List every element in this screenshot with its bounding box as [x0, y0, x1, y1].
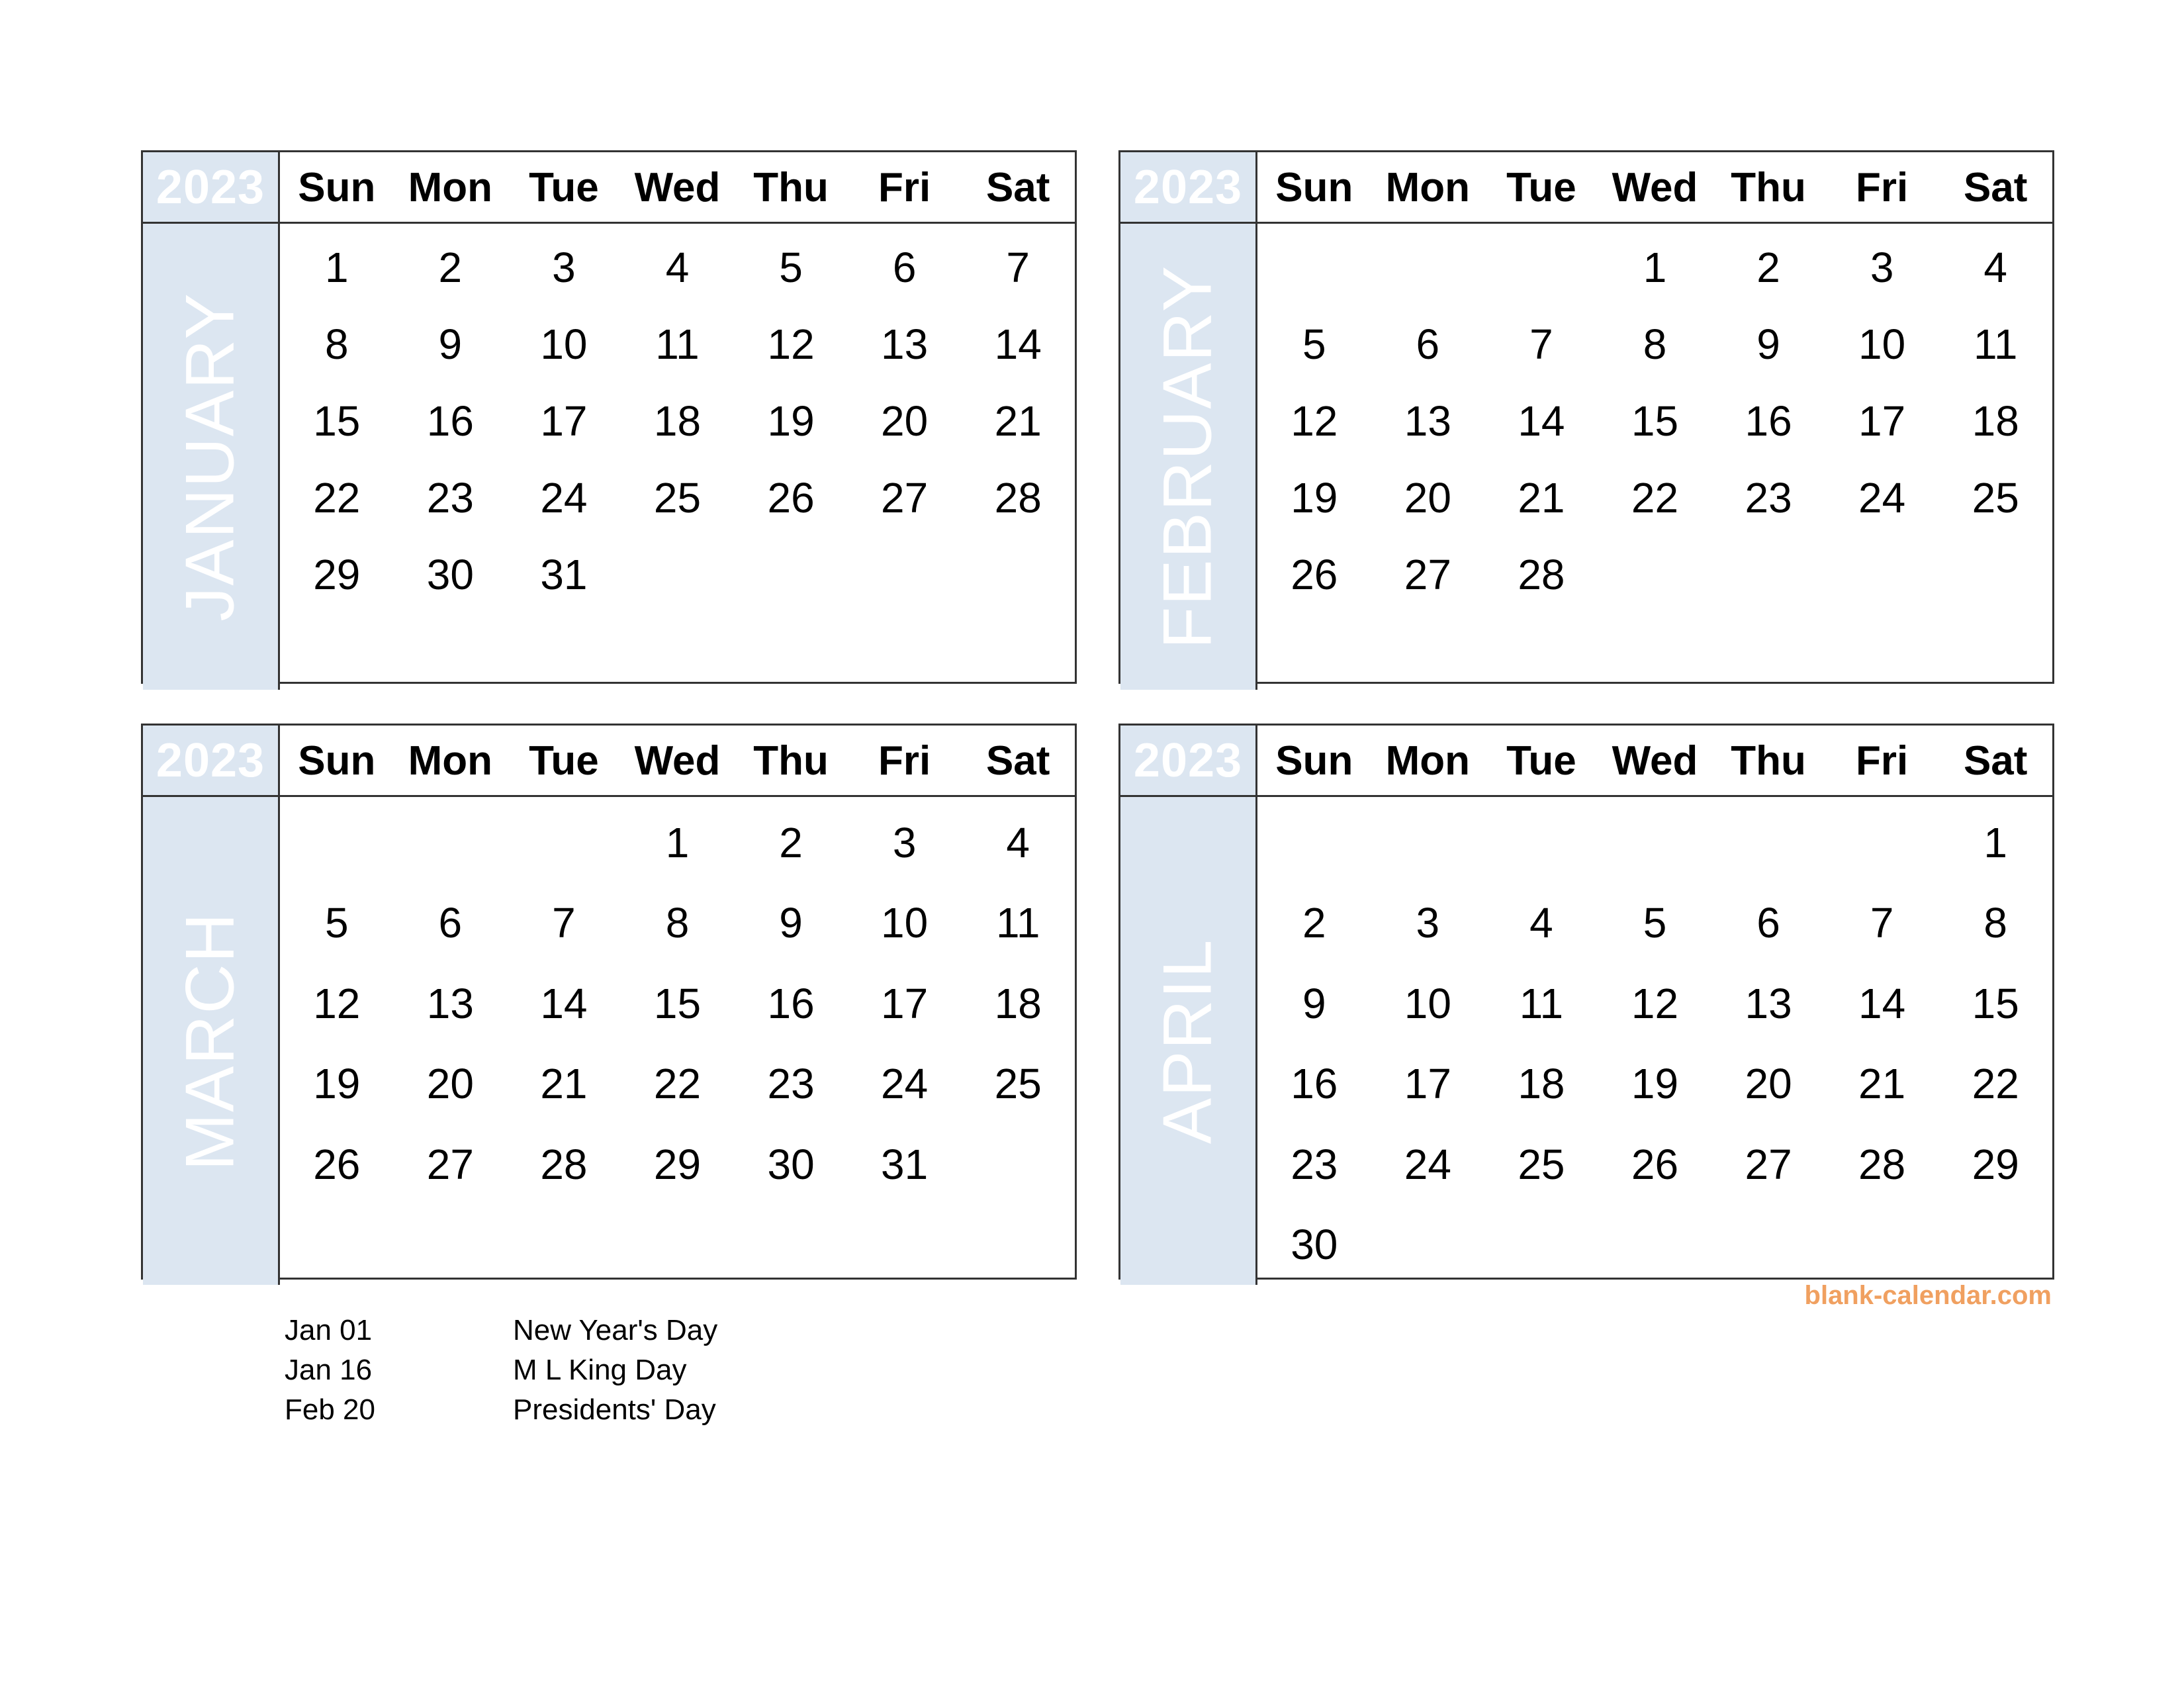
empty-day-cell	[734, 536, 848, 613]
day-cell: 25	[1972, 474, 2019, 522]
day-cell: 23	[1745, 474, 1792, 522]
day-cell: 27	[426, 1140, 474, 1188]
empty-day-cell	[394, 1205, 508, 1286]
weekday-label: Sat	[985, 738, 1050, 784]
day-cell: 15	[653, 979, 702, 1027]
weekday-label: Tue	[1506, 738, 1576, 784]
calendar-january	[141, 150, 1077, 684]
day-cell: 16	[767, 979, 815, 1027]
day-cell: 29	[313, 551, 361, 598]
month-name: FEBRUARY	[1149, 264, 1226, 649]
empty-day-cell	[621, 1205, 735, 1286]
day-cell: 22	[1631, 474, 1679, 522]
day-cell: 30	[1291, 1221, 1338, 1269]
day-cell: 12	[1631, 979, 1679, 1027]
day-cell: 1	[665, 818, 690, 867]
weekday-label: Thu	[1731, 738, 1806, 784]
day-cell: 5	[1302, 320, 1326, 368]
weekday-label: Sun	[1275, 738, 1353, 784]
day-cell: 10	[1404, 979, 1451, 1027]
day-cell: 4	[1529, 899, 1553, 947]
day-cell: 24	[540, 474, 588, 522]
weekday-label: Mon	[408, 165, 493, 211]
empty-day-cell	[280, 1205, 394, 1286]
day-cell: 31	[881, 1140, 929, 1188]
day-cell: 20	[1745, 1060, 1792, 1108]
day-cell: 9	[1756, 320, 1780, 368]
empty-day-cell	[1598, 613, 1712, 690]
day-cell: 15	[313, 397, 361, 445]
day-cell: 1	[1643, 244, 1667, 291]
weekday-label: Fri	[1856, 165, 1909, 211]
day-cell: 7	[552, 899, 576, 947]
day-grid	[280, 224, 1075, 690]
day-cell: 23	[1291, 1140, 1338, 1188]
day-cell: 19	[313, 1060, 361, 1108]
day-cell: 19	[767, 397, 815, 445]
month-name: JANUARY	[171, 292, 249, 622]
day-cell: 8	[1643, 320, 1667, 368]
day-cell: 9	[779, 899, 803, 947]
day-cell: 21	[540, 1060, 588, 1108]
weekday-label: Sun	[1275, 165, 1353, 211]
day-cell: 12	[313, 979, 361, 1027]
weekday-label: Sat	[985, 165, 1050, 211]
day-cell: 18	[1518, 1060, 1565, 1108]
day-cell: 22	[313, 474, 361, 522]
day-cell: 12	[767, 320, 815, 368]
weekday-label: Mon	[408, 738, 493, 784]
day-cell: 26	[767, 474, 815, 522]
empty-day-cell	[1371, 802, 1485, 883]
day-cell: 23	[767, 1060, 815, 1108]
weekday-label: Thu	[1731, 165, 1806, 211]
day-cell: 10	[540, 320, 588, 368]
day-cell: 13	[1745, 979, 1792, 1027]
day-cell: 19	[1631, 1060, 1679, 1108]
empty-day-cell	[1257, 613, 1371, 690]
holiday-name: New Year's Day	[513, 1314, 718, 1346]
empty-day-cell	[1484, 229, 1598, 306]
empty-day-cell	[1825, 613, 1939, 690]
empty-day-cell	[1938, 536, 2052, 613]
empty-day-cell	[394, 802, 508, 883]
day-cell: 2	[1302, 899, 1326, 947]
month-sidebar	[1120, 224, 1257, 690]
day-cell: 10	[1858, 320, 1906, 368]
empty-day-cell	[507, 1205, 621, 1286]
empty-day-cell	[1711, 1205, 1825, 1286]
day-cell: 29	[653, 1140, 702, 1188]
day-cell: 20	[1404, 474, 1451, 522]
day-cell: 14	[540, 979, 588, 1027]
day-cell: 7	[1006, 244, 1030, 291]
day-cell: 4	[665, 244, 690, 291]
empty-day-cell	[1484, 1205, 1598, 1286]
day-cell: 17	[881, 979, 929, 1027]
empty-day-cell	[280, 613, 394, 690]
day-cell: 7	[1870, 899, 1894, 947]
day-cell: 15	[1972, 979, 2019, 1027]
holiday-list	[285, 1314, 778, 1427]
empty-day-cell	[961, 613, 1075, 690]
day-cell: 26	[1291, 551, 1338, 598]
empty-day-cell	[1938, 613, 2052, 690]
day-cell: 9	[438, 320, 463, 368]
empty-day-cell	[507, 613, 621, 690]
weekday-label: Fri	[878, 165, 931, 211]
holiday-date: Feb 20	[285, 1393, 375, 1426]
day-cell: 5	[1643, 899, 1667, 947]
day-cell: 1	[1983, 818, 2007, 867]
month-name: APRIL	[1149, 938, 1226, 1144]
day-cell: 24	[1404, 1140, 1451, 1188]
empty-day-cell	[1711, 536, 1825, 613]
holiday-date: Jan 01	[285, 1314, 373, 1346]
calendar-february	[1118, 150, 2054, 684]
day-cell: 21	[1858, 1060, 1906, 1108]
day-cell: 28	[540, 1140, 588, 1188]
day-cell: 17	[1404, 1060, 1451, 1108]
day-cell: 14	[994, 320, 1042, 368]
weekday-label: Tue	[1506, 165, 1576, 211]
day-cell: 3	[1870, 244, 1894, 291]
empty-day-cell	[1711, 613, 1825, 690]
weekday-header	[280, 152, 1075, 224]
day-cell: 24	[881, 1060, 929, 1108]
day-cell: 21	[1518, 474, 1565, 522]
day-cell: 3	[892, 818, 917, 867]
day-cell: 30	[426, 551, 474, 598]
day-cell: 26	[1631, 1140, 1679, 1188]
day-cell: 16	[1745, 397, 1792, 445]
day-cell: 14	[1858, 979, 1906, 1027]
day-cell: 6	[438, 899, 463, 947]
day-cell: 11	[1973, 320, 2018, 368]
empty-day-cell	[961, 1205, 1075, 1286]
empty-day-cell	[1598, 536, 1712, 613]
day-cell: 14	[1518, 397, 1565, 445]
weekday-label: Wed	[1612, 165, 1698, 211]
day-cell: 6	[892, 244, 917, 291]
holiday-date: Jan 16	[285, 1354, 373, 1386]
empty-day-cell	[734, 613, 848, 690]
day-cell: 17	[540, 397, 588, 445]
day-cell: 29	[1972, 1140, 2019, 1188]
day-cell: 8	[665, 899, 690, 947]
day-cell: 20	[426, 1060, 474, 1108]
day-cell: 22	[1972, 1060, 2019, 1108]
day-cell: 15	[1631, 397, 1679, 445]
day-cell: 8	[1983, 899, 2007, 947]
weekday-label: Fri	[878, 738, 931, 784]
day-cell: 6	[1416, 320, 1440, 368]
day-cell: 28	[994, 474, 1042, 522]
day-cell: 13	[881, 320, 929, 368]
holiday-name: Presidents' Day	[513, 1393, 716, 1426]
empty-day-cell	[621, 536, 735, 613]
day-cell: 22	[653, 1060, 702, 1108]
weekday-label: Sun	[298, 738, 376, 784]
empty-day-cell	[1598, 1205, 1712, 1286]
day-cell: 25	[1518, 1140, 1565, 1188]
weekday-label: Wed	[634, 165, 721, 211]
calendar-march	[141, 724, 1077, 1280]
weekday-label: Thu	[753, 165, 829, 211]
weekday-label: Sat	[1963, 738, 2028, 784]
holiday-name: M L King Day	[513, 1354, 687, 1386]
empty-day-cell	[1825, 1205, 1939, 1286]
day-cell: 3	[552, 244, 576, 291]
empty-day-cell	[507, 802, 621, 883]
empty-day-cell	[848, 613, 962, 690]
weekday-label: Wed	[634, 738, 721, 784]
month-sidebar	[143, 224, 280, 690]
empty-day-cell	[848, 536, 962, 613]
empty-day-cell	[1598, 802, 1712, 883]
weekday-label: Sun	[298, 165, 376, 211]
weekday-label: Tue	[529, 165, 599, 211]
day-cell: 6	[1756, 899, 1780, 947]
day-cell: 18	[994, 979, 1042, 1027]
brand-link[interactable]: blank-calendar.com	[1804, 1281, 2052, 1310]
month-name: MARCH	[171, 911, 249, 1171]
day-cell: 31	[540, 551, 588, 598]
day-cell: 2	[1756, 244, 1780, 291]
day-cell: 20	[881, 397, 929, 445]
day-cell: 25	[653, 474, 702, 522]
weekday-label: Sat	[1963, 165, 2028, 211]
day-cell: 4	[1006, 818, 1030, 867]
day-cell: 16	[1291, 1060, 1338, 1108]
empty-day-cell	[394, 613, 508, 690]
empty-day-cell	[961, 1124, 1075, 1205]
day-cell: 7	[1529, 320, 1553, 368]
day-cell: 23	[426, 474, 474, 522]
empty-day-cell	[1371, 1205, 1485, 1286]
day-cell: 11	[1519, 979, 1564, 1027]
day-cell: 5	[324, 899, 349, 947]
empty-day-cell	[621, 613, 735, 690]
day-cell: 24	[1858, 474, 1906, 522]
weekday-header	[280, 726, 1075, 797]
empty-day-cell	[1484, 613, 1598, 690]
weekday-label: Fri	[1856, 738, 1909, 784]
day-cell: 11	[655, 320, 700, 368]
day-cell: 1	[324, 244, 349, 291]
weekday-label: Mon	[1385, 165, 1471, 211]
weekday-label: Mon	[1385, 738, 1471, 784]
day-cell: 30	[767, 1140, 815, 1188]
empty-day-cell	[1825, 536, 1939, 613]
empty-day-cell	[1711, 802, 1825, 883]
day-cell: 17	[1858, 397, 1906, 445]
month-sidebar	[1120, 797, 1257, 1285]
weekday-label: Thu	[753, 738, 829, 784]
day-cell: 16	[426, 397, 474, 445]
day-cell: 28	[1858, 1140, 1906, 1188]
empty-day-cell	[280, 802, 394, 883]
day-cell: 27	[881, 474, 929, 522]
empty-day-cell	[1484, 802, 1598, 883]
year-label: 2023	[1120, 152, 1257, 224]
empty-day-cell	[1257, 802, 1371, 883]
empty-day-cell	[1257, 229, 1371, 306]
year-label: 2023	[143, 152, 280, 224]
day-cell: 13	[426, 979, 474, 1027]
empty-day-cell	[1371, 229, 1485, 306]
empty-day-cell	[734, 1205, 848, 1286]
day-cell: 21	[994, 397, 1042, 445]
day-cell: 4	[1983, 244, 2007, 291]
month-sidebar	[143, 797, 280, 1285]
calendar-april	[1118, 724, 2054, 1280]
day-cell: 27	[1404, 551, 1451, 598]
day-cell: 28	[1518, 551, 1565, 598]
day-cell: 25	[994, 1060, 1042, 1108]
weekday-label: Wed	[1612, 738, 1698, 784]
weekday-label: Tue	[529, 738, 599, 784]
day-cell: 18	[653, 397, 702, 445]
empty-day-cell	[1938, 1205, 2052, 1286]
empty-day-cell	[961, 536, 1075, 613]
day-cell: 13	[1404, 397, 1451, 445]
day-grid	[1257, 224, 2052, 690]
day-cell: 3	[1416, 899, 1440, 947]
day-cell: 11	[995, 899, 1040, 947]
day-cell: 27	[1745, 1140, 1792, 1188]
day-cell: 12	[1291, 397, 1338, 445]
weekday-header	[1257, 726, 2052, 797]
empty-day-cell	[1825, 802, 1939, 883]
day-grid	[1257, 797, 2052, 1285]
day-cell: 2	[779, 818, 803, 867]
empty-day-cell	[1371, 613, 1485, 690]
day-cell: 18	[1972, 397, 2019, 445]
day-cell: 9	[1302, 979, 1326, 1027]
year-label: 2023	[1120, 726, 1257, 797]
empty-day-cell	[848, 1205, 962, 1286]
day-cell: 2	[438, 244, 463, 291]
weekday-header	[1257, 152, 2052, 224]
day-cell: 19	[1291, 474, 1338, 522]
day-cell: 26	[313, 1140, 361, 1188]
year-label: 2023	[143, 726, 280, 797]
day-cell: 10	[881, 899, 929, 947]
day-cell: 5	[779, 244, 803, 291]
day-cell: 8	[324, 320, 349, 368]
day-grid	[280, 797, 1075, 1285]
